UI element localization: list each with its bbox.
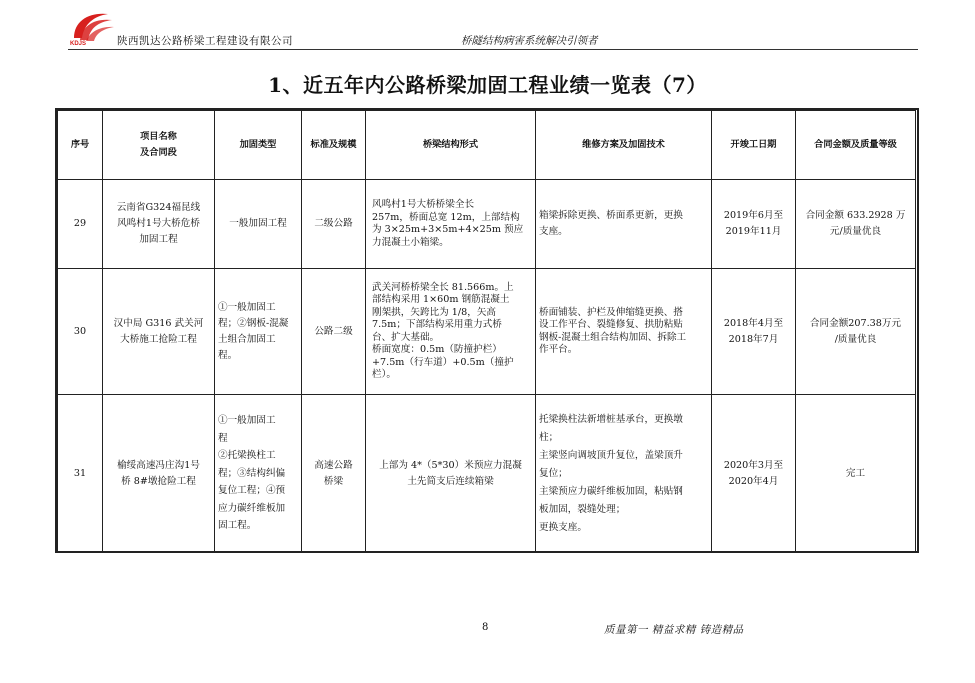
- row-plan: [536, 395, 712, 553]
- row-date: [712, 180, 796, 269]
- row-structure: [366, 269, 536, 395]
- header-divider: [68, 49, 918, 50]
- row-plan: [536, 180, 712, 269]
- cell-line: 2019年6月至: [723, 210, 784, 221]
- company-name: 陕西凯达公路桥梁工程建设有限公司: [117, 35, 293, 47]
- row-no: 29: [58, 180, 103, 269]
- footer-slogan: 质量第一 精益求精 铸造精品: [604, 624, 744, 636]
- cell-line: /质量优良: [834, 333, 877, 345]
- row-no: 31: [58, 395, 103, 553]
- company-logo-icon: [68, 10, 116, 46]
- cell-line: 2018年7月: [728, 333, 779, 345]
- cell-line: 一般加固工程: [229, 218, 287, 229]
- row-project-name: [103, 180, 215, 269]
- cell-line: 合同金额207.38万元: [809, 317, 902, 329]
- cell-line: 力混凝土小箱梁。: [372, 236, 449, 248]
- cell-line: 大桥施工抢险工程: [120, 333, 197, 345]
- cell-line: 风鸣村1号大桥桥梁全长: [372, 199, 475, 210]
- row-amount: [796, 180, 916, 269]
- row-plan: [536, 269, 712, 395]
- row-amount: [796, 395, 916, 553]
- cell-line: 土组合加固工: [218, 333, 276, 345]
- row-project-name: [103, 269, 215, 395]
- row-date: [712, 269, 796, 395]
- row-amount: [796, 269, 916, 395]
- cell-line: 257m，桥面总宽 12m，上部结构: [372, 211, 520, 223]
- header-plan: 维修方案及加固技术: [536, 111, 712, 180]
- cell-line: 榆绥高速冯庄沟1号: [117, 459, 200, 471]
- cell-line: ②托梁换柱工: [218, 450, 276, 462]
- table-row: [58, 180, 916, 269]
- cell-line: 武关河桥桥梁全长 81.566m。上: [372, 281, 514, 293]
- cell-line: 元/质量优良: [829, 226, 882, 237]
- cell-line: 固工程。: [218, 520, 257, 532]
- cell-line: 2020年3月至: [723, 459, 784, 471]
- row-type: [215, 180, 302, 269]
- row-structure: [366, 395, 536, 553]
- cell-line: 完工: [845, 467, 866, 479]
- row-project-name: [103, 395, 215, 553]
- table-row: [58, 269, 916, 395]
- header-amount: 合同金额及质量等级: [796, 111, 916, 180]
- cell-line: ①一般加固工: [218, 415, 276, 427]
- cell-line: 公路二级: [314, 325, 353, 337]
- cell-line: 钢板-混凝土组合结构加固、拆除工: [539, 331, 687, 343]
- cell-line: 板加固，裂缝处理；: [539, 503, 626, 515]
- cell-line: 高速公路: [314, 459, 353, 471]
- cell-line: 桥 8#墩抢险工程: [121, 475, 196, 487]
- cell-line: 程；②钢板-混凝: [218, 317, 289, 329]
- cell-line: 托梁换柱法新增桩基承台，更换墩: [539, 413, 683, 425]
- header-type: 加固类型: [215, 111, 302, 180]
- cell-line: 箱梁拆除更换、桥面系更新，更换: [539, 210, 683, 221]
- page-title: 1、近五年内公路桥梁加固工程业绩一览表（7）: [268, 73, 707, 97]
- row-type: [215, 269, 302, 395]
- cell-line: 土先简支后连续箱梁: [407, 475, 494, 487]
- row-type: [215, 395, 302, 553]
- cell-line: 桥面铺装、护栏及伸缩缝更换、搭: [539, 306, 683, 318]
- header-structure: 桥梁结构形式: [366, 111, 536, 180]
- cell-line: 复位；: [539, 467, 568, 479]
- cell-line: 2020年4月: [728, 475, 779, 487]
- cell-line: 刚架拱，矢跨比为 1/8，矢高: [372, 306, 497, 318]
- row-standard: [302, 395, 366, 553]
- cell-line: 台、扩大基础。: [372, 331, 440, 343]
- cell-line: 7.5m；下部结构采用重力式桥: [372, 319, 502, 330]
- cell-line: 2019年11月: [725, 226, 782, 237]
- cell-line: 设工作平台、裂缝修复、拱肋粘贴: [539, 319, 683, 330]
- cell-line: 主梁预应力碳纤维板加固，粘贴钢: [539, 485, 683, 497]
- performance-table: [57, 110, 916, 553]
- cell-line: 二级公路: [314, 218, 353, 229]
- cell-line: 部结构采用 1×60m 钢筋混凝土: [372, 294, 510, 305]
- page-header: [68, 6, 918, 46]
- table-header-row: [58, 111, 916, 180]
- cell-line: 柱；: [539, 431, 559, 443]
- cell-line: 主梁竖向调坡顶升复位，盖梁顶升: [539, 449, 683, 461]
- svg-text:KDJS: KDJS: [70, 41, 87, 46]
- cell-line: +7.5m（行车道）+0.5m（撞护栏）。: [372, 356, 514, 380]
- cell-line: 程。: [218, 349, 238, 361]
- row-date: [712, 395, 796, 553]
- header-project-name: 项目名称 及合同段: [103, 111, 215, 180]
- cell-line: 汉中局 G316 武关河: [113, 317, 204, 329]
- row-standard: [302, 269, 366, 395]
- row-no: 30: [58, 269, 103, 395]
- cell-line: 上部为 4*（5*30）米预应力混凝: [379, 459, 522, 471]
- row-structure: [366, 180, 536, 269]
- cell-line: ①一般加固工: [218, 301, 276, 313]
- cell-line: 复位工程；④预: [218, 485, 286, 497]
- cell-line: 更换支座。: [539, 521, 587, 533]
- cell-line: 程；③结构纠偏: [218, 467, 286, 479]
- cell-line: 云南省G324福昆线: [116, 202, 201, 213]
- header-no: 序号: [58, 111, 103, 180]
- cell-line: 为 3×25m+3×5m+4×25m 预应: [372, 224, 524, 235]
- cell-line: 桥梁: [323, 475, 344, 487]
- cell-line: 支座。: [539, 226, 568, 237]
- row-standard: [302, 180, 366, 269]
- header-slogan: 桥隧结构病害系统解决引领者: [461, 35, 598, 47]
- page-number: 8: [482, 622, 489, 633]
- cell-line: 2018年4月至: [723, 317, 784, 329]
- cell-line: 加固工程: [139, 234, 178, 245]
- header-date: 开竣工日期: [712, 111, 796, 180]
- cell-line: 应力碳纤维板加: [218, 502, 286, 514]
- cell-line: 桥面宽度：0.5m（防撞护栏）: [372, 344, 502, 355]
- cell-line: 作平台。: [539, 344, 578, 355]
- cell-line: 程: [218, 432, 228, 444]
- table-row: [58, 395, 916, 553]
- cell-line: 合同金额 633.2928 万: [805, 210, 906, 221]
- header-standard: 标准及规模: [302, 111, 366, 180]
- cell-line: 风鸣村1号大桥危桥: [117, 218, 200, 229]
